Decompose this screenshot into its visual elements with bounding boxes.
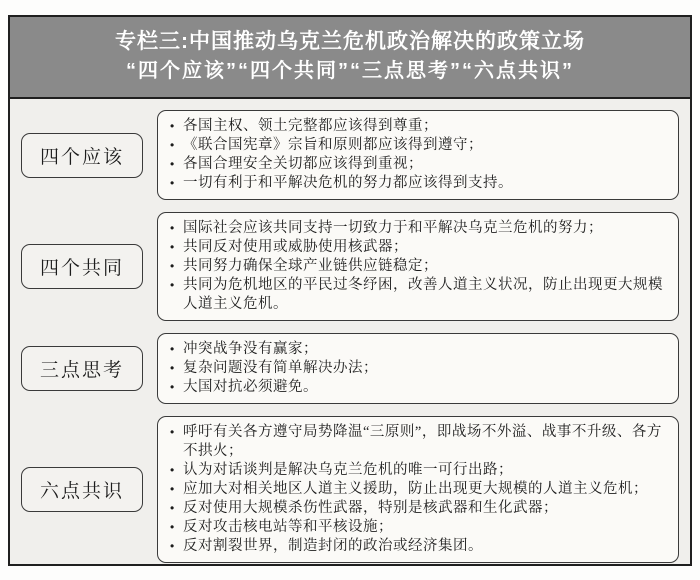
bullet-icon: •	[170, 119, 175, 133]
bullet-text: 共同努力确保全球产业链供应链稳定；	[183, 258, 438, 274]
bullet-text: 反对攻击核电站等和平核设施；	[183, 519, 393, 535]
bullet-icon: •	[170, 520, 175, 534]
bullet-item	[167, 537, 670, 556]
bullet-icon: •	[170, 221, 175, 235]
bullet-item	[167, 117, 670, 136]
bullet-icon: •	[170, 482, 175, 496]
bullet-text: 冲突战争没有赢家；	[183, 341, 318, 357]
section-bullet-list	[157, 212, 679, 321]
section-bullet-list	[157, 333, 679, 404]
bullet-icon: •	[170, 176, 175, 190]
bullet-icon: •	[170, 240, 175, 254]
panel-title: 专栏三:中国推动乌克兰危机政治解决的政策立场	[115, 30, 585, 53]
bullet-item	[167, 174, 670, 193]
section-label: 四个共同	[21, 244, 143, 289]
section-row-1	[21, 110, 679, 200]
bullet-text: 共同为危机地区的平民过冬纾困，改善人道主义状况，防止出现更大规模人道主义危机。	[183, 277, 663, 312]
bullet-item	[167, 219, 670, 238]
bullet-text: 呼吁有关各方遵守局势降温“三原则”，即战场不外溢、战事不升级、各方不拱火；	[183, 424, 662, 459]
bullet-icon: •	[170, 138, 175, 152]
bullet-icon: •	[170, 380, 175, 394]
bullet-text: 各国主权、领土完整都应该得到尊重；	[183, 118, 438, 134]
bullet-icon: •	[170, 501, 175, 515]
bullet-item	[167, 136, 670, 155]
bullet-item	[167, 499, 670, 518]
bullet-icon: •	[170, 157, 175, 171]
bullet-item	[167, 257, 670, 276]
section-row-3	[21, 333, 679, 404]
bullet-text: 国际社会应该共同支持一切致力于和平解决乌克兰危机的努力；	[183, 220, 603, 236]
bullet-icon: •	[170, 342, 175, 356]
bullet-text: 复杂问题没有简单解决办法；	[183, 360, 378, 376]
section-bullet-list	[157, 110, 679, 200]
bullet-item	[167, 155, 670, 174]
bullet-text: 大国对抗必须避免。	[183, 379, 318, 395]
bullet-item	[167, 276, 670, 314]
bullet-text: 《联合国宪章》宗旨和原则都应该得到遵守；	[183, 137, 483, 153]
panel-header	[10, 17, 690, 99]
panel-body	[10, 99, 690, 573]
section-label: 四个应该	[21, 133, 143, 178]
bullet-item	[167, 480, 670, 499]
section-bullet-list	[157, 416, 679, 563]
bullet-text: 反对使用大规模杀伤性武器，特别是核武器和生化武器；	[183, 500, 558, 516]
bullet-icon: •	[170, 361, 175, 375]
bullet-item	[167, 423, 670, 461]
bullet-icon: •	[170, 278, 175, 292]
bullet-item	[167, 378, 670, 397]
section-label: 六点共识	[21, 467, 143, 512]
bullet-item	[167, 359, 670, 378]
bullet-icon: •	[170, 259, 175, 273]
panel-subtitle: “四个应该”“四个共同”“三点思考”“六点共识”	[126, 60, 574, 82]
bullet-text: 各国合理安全关切都应该得到重视；	[183, 156, 423, 172]
bullet-item	[167, 461, 670, 480]
bullet-text: 共同反对使用或威胁使用核武器；	[183, 239, 408, 255]
section-row-2	[21, 212, 679, 321]
bullet-icon: •	[170, 539, 175, 553]
bullet-item	[167, 238, 670, 257]
section-row-4	[21, 416, 679, 563]
bullet-text: 反对割裂世界，制造封闭的政治或经济集团。	[183, 538, 483, 554]
bullet-icon: •	[170, 425, 175, 439]
bullet-icon: •	[170, 463, 175, 477]
panel-frame	[8, 15, 692, 566]
bullet-text: 认为对话谈判是解决乌克兰危机的唯一可行出路；	[183, 462, 513, 478]
bullet-text: 一切有利于和平解决危机的努力都应该得到支持。	[183, 175, 513, 191]
bullet-item	[167, 340, 670, 359]
section-label: 三点思考	[21, 346, 143, 391]
bullet-item	[167, 518, 670, 537]
bullet-text: 应加大对相关地区人道主义援助，防止出现更大规模的人道主义危机；	[183, 481, 648, 497]
